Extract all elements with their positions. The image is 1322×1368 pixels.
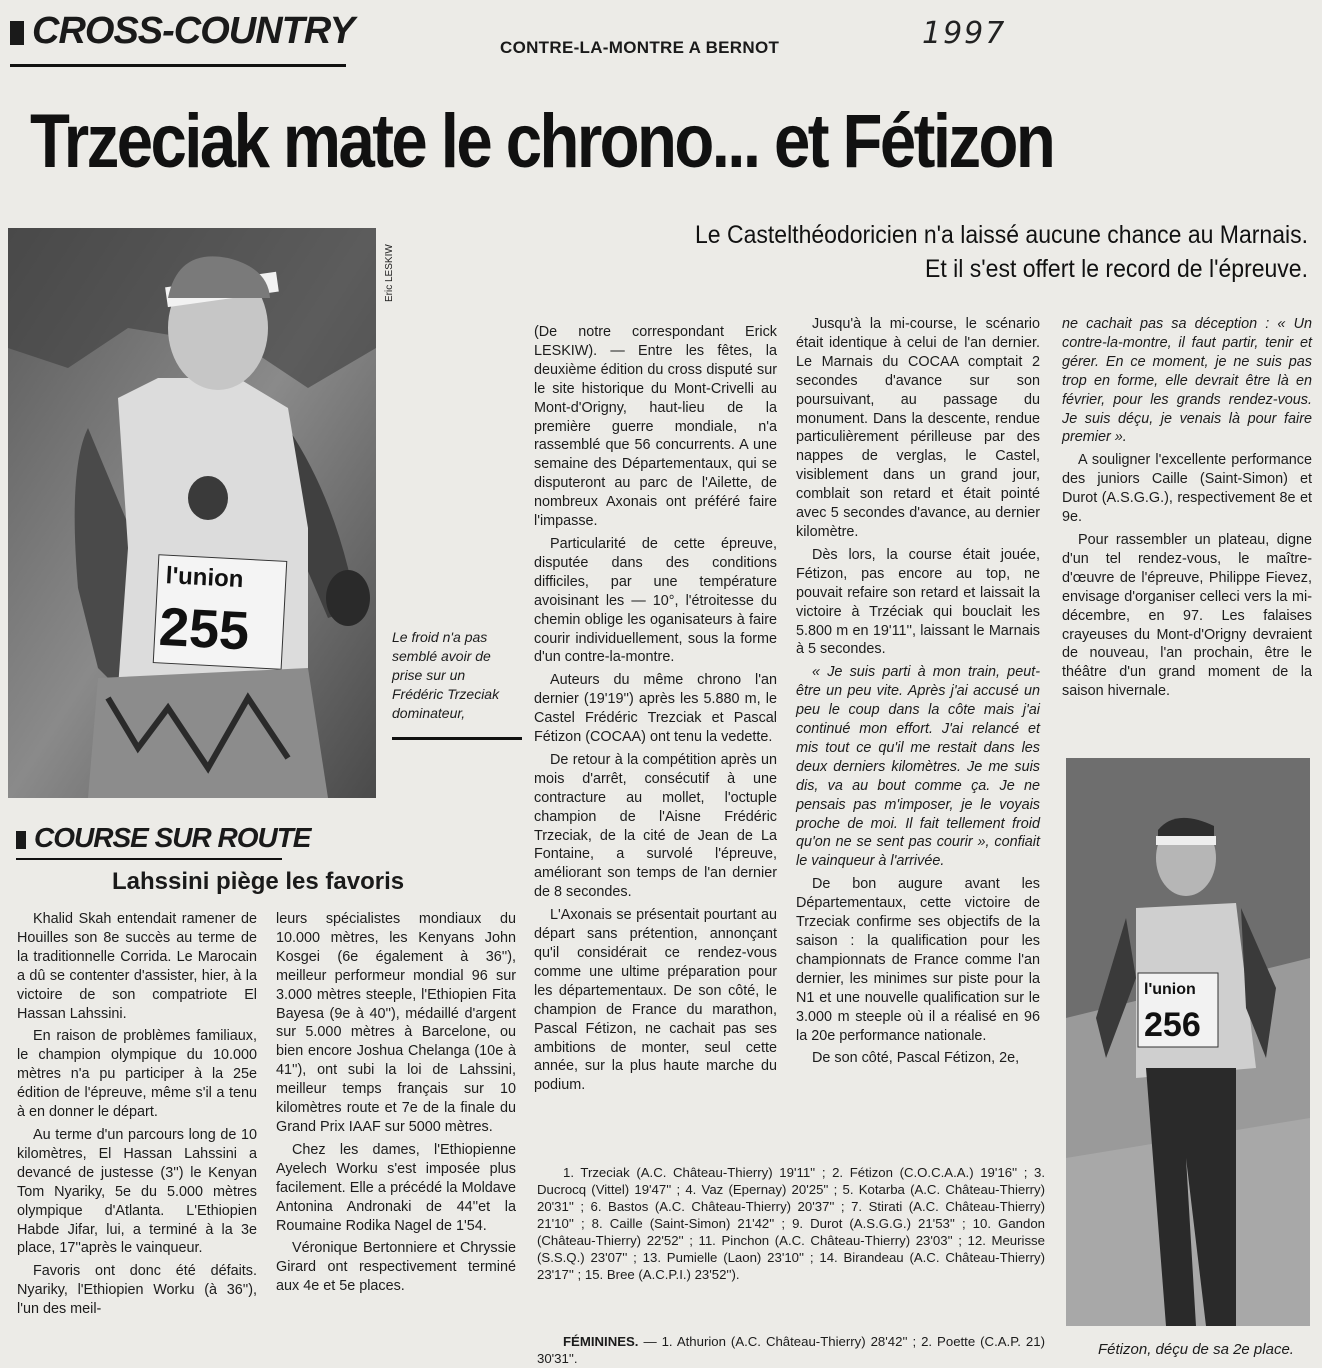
section-label: CROSS-COUNTRY	[32, 10, 354, 52]
runner-photo-2	[1066, 758, 1310, 1326]
paragraph: A souligner l'excellente performance des juniors Caille (Saint-Simon) et Durot (A.S.G.G.), respectivement 8e et 9e.	[1062, 452, 1312, 526]
women-results: — 1. Athurion (A.C. Château-Thierry) 28'42'' ; 2. Poette (C.A.P. 21) 30'31''.	[537, 1334, 1045, 1366]
kicker: CONTRE-LA-MONTRE A BERNOT	[500, 38, 780, 57]
subheadline-line1: Le Castelthéodoricien n'a laissé aucune chance au Marnais.	[695, 221, 1308, 249]
section-underline	[10, 64, 346, 67]
paragraph: L'Axonais se présentait pourtant au départ sans prétention, annonçant qu'il considérait ce rendez-vous comme une ultime préparation pour les départementaux. De son côté, le champion de France du marathon, Pascal Fétizon, ne cachait pas ses ambitions de monter, seul cette année, sur la plus haute marche du podium.	[534, 907, 777, 1094]
paragraph: Dès lors, la course était jouée, Fétizon, pas encore au top, ne pouvait refaire son retard et laissait la victoire à Trzéciak qui bouclait les 5.800 m en 19'11'', laissant le Marnais à 5 secondes.	[796, 546, 1040, 658]
paragraph: Favoris ont donc été défaits. Nyariky, l'Ethiopien Worku (à 36''), l'un des meil-	[17, 1263, 257, 1318]
handwritten-year: 1997	[922, 16, 1007, 51]
article-col2	[796, 315, 1040, 1068]
bib-sponsor-2: l'union	[1144, 981, 1196, 998]
headline: Trzeciak mate le chrono... et Fétizon	[30, 99, 1054, 184]
paragraph: Particularité de cette épreuve, disputée dans des conditions difficiles, par une température avoisinant les — 10°, l'étroitesse du chemin oblige les oganisateurs à faire courir individuellement, sous la forme d'un contre-la-montre.	[534, 535, 777, 666]
section-header	[10, 10, 354, 53]
subheadline	[546, 218, 1308, 286]
photo-fetizon	[1066, 758, 1310, 1326]
paragraph: De bon augure avant les Départementaux, cette victoire de Trzeciak confirme ses objectifs de la saison : la qualification pour les championnats de France comme l'an dernier, les minimes sur piste pour la N1 et une nouvelle qualification sur le 3.000 m steeple où il a réalisé en 96 la 20e performance nationale.	[796, 876, 1040, 1044]
paragraph: Au terme d'un parcours long de 10 kilomètres, El Hassan Lahssini a devancé de justesse (3'') le Kenyan Tom Nyariky, 5e du 5.000 mètres olympique d'Atlanta. L'Ethiopien Habde Jifar, lui, a terminé à la 3e place, 17''après le vainqueur.	[17, 1126, 257, 1257]
photo2-caption: Fétizon, déçu de sa 2e place.	[1098, 1341, 1294, 1358]
paragraph: En raison de problèmes familiaux, le champion olympique du 10.000 mètres n'a pu participer à la 25e édition de l'épreuve, même s'il a tenu à en donner le départ.	[17, 1028, 257, 1121]
article-col3	[1062, 315, 1312, 701]
road-section-header	[16, 822, 310, 854]
women-label: FÉMININES.	[563, 1334, 639, 1349]
paragraph: Khalid Skah entendait ramener de Houilles son 8e succès au terme de la traditionnelle Corrida. Le Marocain a dû se contenter d'assister, hier, à la victoire de son compatriote El Hassan Lahssini.	[17, 911, 257, 1022]
results-men: 1. Trzeciak (A.C. Château-Thierry) 19'11'' ; 2. Fétizon (C.O.C.A.A.) 19'16'' ; 3. Ducrocq (Vittel) 19'47'' ; 4. Vaz (Epernay) 20'25'' ; 5. Kotarba (A.C. Château-Thierry) 20'31'' ; 6. Bastos (A.C. Château-Thierry) 20'37'' ; 7. Stirati (A.C. Château-Thierry) 21'10'' ; 8. Caille (Saint-Simon) 21'42'' ; 9. Durot (A.S.G.G.) 21'53'' ; 10. Gandon (Château-Thierry) 22'52'' ; 11. Pinchon (A.C. Château-Thierry) 23'03'' ; 12. Meurisse (S.S.Q.) 23'07'' ; 13. Pumielle (Laon) 23'10'' ; 14. Birandeau (A.C. Château-Thierry) 23'17'' ; 15. Bree (A.C.P.I.) 23'52'').	[537, 1165, 1045, 1282]
paragraph: Chez les dames, l'Ethiopienne Ayelech Worku s'est imposée plus facilement. Elle a précédé la Moldave Antonina Andronaki de 44''et la Roumaine Rodika Nagel de 1'54.	[276, 1141, 516, 1234]
paragraph: leurs spécialistes mondiaux du 10.000 mètres, les Kenyans John Kosgei (6e également à 36''), meilleur performeur mondial 96 sur 3.000 mètres steeple, l'Ethiopien Fita Bayesa (9e à 40''), médaillé d'argent sur 5.000 mètres à Barcelone, ou bien encore Joshua Chelanga (10e à 41''), ont subi la loi de Lahssini, meilleur temps français sur 10 kilomètres route et 7e de la finale du Grand Prix IAAF sur 5000 mètres.	[276, 911, 516, 1135]
section-square-icon	[10, 21, 24, 45]
quote-paragraph: ne cachait pas sa déception : « Un contre-la-montre, il faut partir, tenir et gérer. En ce moment, je ne suis pas trop en forme, elle devrait être là en février, pour les grands rendez-vous. Je suis déçu, je venais là pour faire premier ».	[1062, 316, 1312, 446]
bib-sponsor-1: l'union	[165, 562, 245, 594]
paragraph: Véronique Bertonniere et Chryssie Girard ont respectivement terminé aux 4e et 5e places.	[276, 1240, 516, 1295]
road-colB	[276, 910, 516, 1296]
section-square-icon	[16, 831, 26, 849]
road-underline	[16, 858, 282, 860]
results-women	[537, 1333, 1045, 1367]
paragraph: Pour rassembler un plateau, digne d'un tel rendez-vous, le maître-d'œuvre de l'épreuve, Philippe Fievez, envisage d'organiser celleci vers la mi-décembre, en 97. Les falaises crayeuses du Mont-d'Origny devraient de nouveau, l'an prochain, être le théâtre d'un grand moment de la saison hivernale.	[1062, 531, 1312, 700]
subheadline-line2: Et il s'est offert le record de l'épreuve.	[925, 255, 1308, 283]
bib-number-1: 255	[157, 596, 251, 662]
caption-rule	[392, 737, 522, 740]
paragraph: De retour à la compétition après un mois d'arrêt, consécutif à une contracture au mollet, l'octuple champion de l'Aisne Frédéric Trzeciak, de la cité de Jean de La Fontaine, a survolé l'épreuve, améliorant son temps de l'an dernier de 8 secondes.	[534, 751, 777, 901]
road-title: Lahssini piège les favoris	[112, 868, 405, 895]
photo1-caption: Le froid n'a pas semblé avoir de prise sur un Frédéric Trzeciak dominateur,	[392, 629, 500, 721]
photo-credit: Eric LESKIW	[384, 244, 395, 302]
runner-photo	[8, 228, 376, 798]
paragraph: (De notre correspondant Erick LESKIW). — Entre les fêtes, la deuxième édition du cross disputé sur le site historique du Mont-Crivelli au Mont-d'Origny, haut-lieu de la première guerre mondiale, n'a rassemblé que 56 concurrents. A une semaine des Départementaux, qui se disputeront au parc de l'Ailette, de nombreux Axonais ont préféré faire l'impasse.	[534, 324, 777, 530]
photo-trzeciak	[8, 228, 376, 798]
article-col1	[534, 323, 777, 1095]
bib-number-2: 256	[1144, 1006, 1201, 1044]
quote-paragraph: « Je suis parti à mon train, peut-être un peu vite. Après j'ai accusé un peu le coup dans la côte mais j'ai continué mon effort. J'ai relancé et mis tout ce qu'il me restait dans les deux derniers kilomètres. Je me suis dis, va au bout comme ça. Je ne pensais pas m'imposer, je le voyais proche de moi. Il fait tellement froid qu'on ne se sent pas courir », confiait le vainqueur à l'arrivée.	[796, 664, 1040, 870]
paragraph: Auteurs du même chrono l'an dernier (19'19'') après les 5.880 m, le Castel Frédéric Trezciak et Pascal Fétizon (COCAA) ont tenu la vedette.	[534, 672, 777, 746]
road-colA	[17, 910, 257, 1319]
paragraph: Jusqu'à la mi-course, le scénario était identique à celui de l'an dernier. Le Marnais du COCAA comptait 2 secondes d'avance sur son poursuivant, au passage du monument. Dans la descente, rendue particulièrement périlleuse par des nappes de verglas, le Castel, visiblement dans un grand jour, comblait son retard et était pointé avec 5 secondes d'avance, au dernier kilomètre.	[796, 316, 1040, 540]
paragraph: De son côté, Pascal Fétizon, 2e,	[812, 1050, 1020, 1067]
road-section-label: COURSE SUR ROUTE	[34, 822, 311, 853]
